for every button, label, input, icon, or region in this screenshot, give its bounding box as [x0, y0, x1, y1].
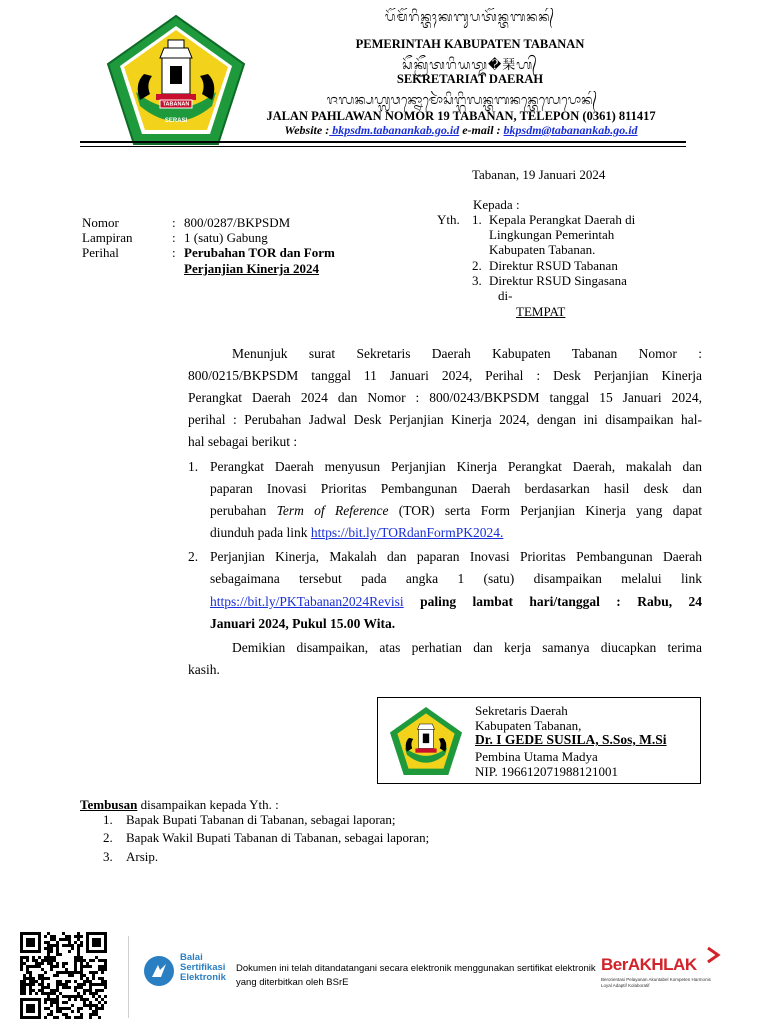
list-item-number: 2.: [188, 549, 199, 564]
list-item-line: [210, 591, 702, 614]
berakhlak-logo: BerAKHLAK: [601, 955, 697, 974]
list-item-line: Perjanjian Kinerja, Makalah dan paparan Inovasi Prioritas Pembangunan Daerah: [210, 549, 702, 564]
body-intro-line: perihal : Perubahan Jadwal Desk Perjanjian Kinerja 2024, dengan ini disampaikan hal-: [188, 412, 702, 427]
pk-submission-link[interactable]: https://bit.ly/PKTabanan2024Revisi: [210, 594, 404, 609]
deadline-text: Januari 2024, Pukul 15.00 Wita.: [210, 616, 396, 631]
recipient-number: 2.: [472, 258, 482, 273]
e-signature-note: Dokumen ini telah ditandatangani secara elektronik menggunakan sertifikat elektronik yang diterbitkan oleh BSrE: [236, 963, 596, 988]
list-item-line: diunduh pada link https://bit.ly/TORdanFormPK2024.: [210, 525, 504, 540]
bsre-logo-text: Balai Sertifikasi Elektronik: [180, 952, 226, 983]
tembusan-label: Tembusan: [80, 797, 138, 812]
berakhlak-tagline: Berorientasi Pelayanan Akuntabel Kompeten Harmonis Loyal Adaptif Kolaboratif: [601, 977, 711, 988]
recipient-text: Kepala Perangkat Daerah di: [489, 212, 636, 227]
list-item-line: perubahan Term of Reference (TOR) serta Form Perjanjian Kinerja yang dapat: [210, 503, 702, 518]
logo-motto-text: SERASI: [164, 118, 188, 124]
list-item-line: paparan Inovasi Prioritas Pembangunan Daerah berdasarkan hasil desk dan: [210, 481, 702, 496]
nomor-value: 800/0287/BKPSDM: [184, 215, 291, 230]
deadline-text: paling lambat hari/tanggal : Rabu, 24: [403, 594, 702, 609]
yth-label: Yth.: [437, 212, 460, 227]
balinese-script-header-1: ᬧᭂᬫᭂᬭᬶᬦ᭄ᬢᬄᬓᬩᬸᬧᬢᭂᬦ᭄ᬢᬩᬦᬦ᭄: [384, 9, 556, 24]
di-label: di-: [498, 288, 513, 303]
tor-download-link[interactable]: https://bit.ly/TORdanFormPK2024.: [310, 525, 504, 540]
logo-ribbon-text: TABANAN: [162, 101, 190, 108]
tembusan-number: 1.: [103, 812, 113, 827]
tembusan-heading: Tembusan disampaikan kepada Yth. :: [80, 797, 279, 812]
list-item-number: 1.: [188, 459, 199, 474]
berakhlak-chevron-icon: [704, 946, 722, 964]
lampiran-label: Lampiran: [82, 230, 133, 245]
perihal-value-line2: Perjanjian Kinerja 2024: [184, 261, 320, 276]
signer-rank: Pembina Utama Madya: [475, 749, 598, 764]
nomor-colon: :: [172, 215, 176, 230]
lampiran-value: 1 (satu) Gabung: [184, 230, 268, 245]
recipient-text: Lingkungan Pemerintah: [489, 227, 615, 242]
tempat-label: TEMPAT: [516, 304, 566, 319]
secretariat-name: SEKRETARIAT DAERAH: [396, 72, 544, 86]
qr-code[interactable]: [20, 932, 107, 1019]
tembusan-item: Bapak Wakil Bupati Tabanan di Tabanan, sebagai laporan;: [126, 830, 430, 845]
bsre-logo-icon: [143, 955, 175, 987]
office-address: JALAN PAHLAWAN NOMOR 19 TABANAN, TELEPON (0361) 811417: [266, 109, 656, 123]
list-item-line: sebagaimana tersebut pada angka 1 (satu) disampaikan melalui link: [210, 571, 702, 586]
tabanan-regency-logo: [106, 14, 246, 146]
website-label: Website :: [284, 123, 330, 137]
recipient-text: Kabupaten Tabanan.: [489, 242, 596, 257]
perihal-value-line1: Perubahan TOR dan Form: [184, 245, 335, 260]
term-of-reference-italic: Term of Reference: [276, 503, 389, 518]
nomor-label: Nomor: [82, 215, 119, 230]
body-intro-line: Menunjuk surat Sekretaris Daerah Kabupaten Tabanan Nomor :: [232, 346, 702, 361]
government-name: PEMERINTAH KABUPATEN TABANAN: [355, 37, 585, 51]
tembusan-item: Bapak Bupati Tabanan di Tabanan, sebagai laporan;: [126, 812, 396, 827]
signer-nip: NIP. 196612071988121001: [475, 764, 619, 779]
signature-logo: [386, 706, 466, 776]
body-intro-line: hal sebagai berikut :: [188, 434, 298, 449]
recipient-text: Direktur RSUD Singasana: [489, 273, 627, 288]
place-date: Tabanan, 19 Januari 2024: [472, 167, 606, 182]
kepada-label: Kepada :: [473, 197, 520, 212]
closing-line: Demikian disampaikan, atas perhatian dan kerja samanya diucapkan terima: [232, 640, 702, 655]
header-divider-thin: [80, 146, 686, 147]
lampiran-colon: :: [172, 230, 176, 245]
list-item-line: Perangkat Daerah menyusun Perjanjian Kinerja Perangkat Daerah, makalah dan: [210, 459, 702, 474]
tembusan-item: Arsip.: [126, 849, 159, 864]
balinese-script-header-3: ᬚᬮᬦ᭄ᬧᬳ᭄ᬮᬯᬦ᭄ᬦᭀᬫᭀᬃᬲᬶᬗ᭄ᬕᬶᬮᬦ᭄ᬢᬩᬦᬦ᭄ᬢᬾᬮᬾᬧᭀᬦ᭄: [326, 92, 598, 107]
website-link[interactable]: bkpsdm.tabanankab.go.id: [329, 123, 460, 137]
recipient-text: Direktur RSUD Tabanan: [489, 258, 618, 273]
perihal-label: Perihal: [82, 245, 119, 260]
body-intro-line: Perangkat Daerah 2024 dan Nomor : 800/0243/BKPSDM tanggal 15 Januari 2024,: [188, 390, 702, 405]
tembusan-number: 2.: [103, 830, 113, 845]
balinese-script-header-2: ᬲᭂᬓ᭄ᬭᭂᬢᬭᬶᬬᬢ᭄ᬤ�琹ᬳ᭄: [402, 57, 538, 72]
perihal-colon: :: [172, 245, 176, 260]
tembusan-number: 3.: [103, 849, 113, 864]
closing-line: kasih.: [188, 662, 220, 677]
signer-title: Kabupaten Tabanan,: [475, 718, 582, 733]
body-intro-line: 800/0215/BKPSDM tanggal 11 Januari 2024, Perihal : Desk Perjanjian Kinerja: [188, 368, 702, 383]
recipient-number: 1.: [472, 212, 482, 227]
email-link[interactable]: bkpsdm@tabanankab.go.id: [503, 123, 638, 137]
signer-title: Sekretaris Daerah: [475, 703, 568, 718]
email-label: e-mail :: [462, 123, 501, 137]
recipient-number: 3.: [472, 273, 482, 288]
signer-name: Dr. I GEDE SUSILA, S.Sos, M.Si: [475, 732, 667, 747]
header-divider-thick: [80, 141, 686, 143]
contact-line: [240, 123, 682, 138]
